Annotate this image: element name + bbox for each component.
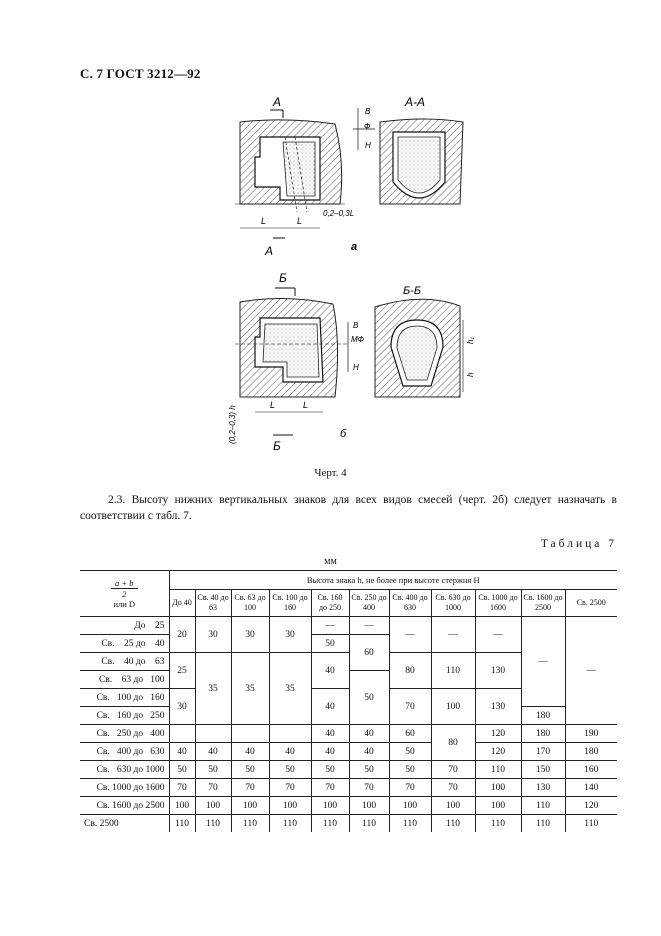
table-cell: 110	[169, 815, 195, 833]
corner-numerator: a + b	[111, 578, 138, 589]
table-cell: 30	[195, 617, 231, 653]
table-cell: 70	[431, 761, 475, 779]
table-cell: 50	[389, 761, 431, 779]
table-cell: 30	[169, 689, 195, 725]
column-header: Св. 400 до 630	[389, 590, 431, 617]
column-header: Св. 100 до 160	[269, 590, 311, 617]
table-cell: 130	[475, 689, 521, 725]
table-cell: 70	[389, 689, 431, 725]
table-cell: 20	[169, 617, 195, 653]
data-table	[80, 570, 617, 832]
table-cell	[231, 725, 269, 743]
table-cell: 50	[349, 671, 389, 725]
row-label: Св. 1600 до 2500	[80, 797, 169, 815]
column-header: Св. 63 до 100	[231, 590, 269, 617]
label-section-bb: Б-Б	[403, 285, 421, 297]
table-cell: 50	[269, 761, 311, 779]
corner-denominator: 2	[122, 589, 127, 599]
label-f-a: Ф	[364, 122, 371, 131]
column-header: Св. 160 до 250	[311, 590, 349, 617]
row-label: Св. 100 до 160	[80, 689, 169, 707]
label-section-a-top: А	[273, 95, 282, 109]
table-cell: 100	[475, 779, 521, 797]
table-cell: 50	[349, 761, 389, 779]
table-cell: 120	[565, 797, 617, 815]
row-label: Св. 40 до 63	[80, 653, 169, 671]
table-cell: 100	[169, 797, 195, 815]
table-cell: 130	[521, 779, 565, 797]
table-cell: 50	[195, 761, 231, 779]
corner-header	[80, 571, 169, 617]
label-section-aa: А-А	[405, 95, 426, 109]
table-cell: 40	[349, 743, 389, 761]
table-cell: 70	[169, 779, 195, 797]
table-row	[80, 779, 617, 797]
table-cell: 70	[389, 779, 431, 797]
label-dim-gap: 0,2–0,3L	[323, 209, 355, 218]
table-cell: —	[475, 617, 521, 653]
table-cell: 50	[169, 761, 195, 779]
label-dim-l-4: L	[303, 400, 309, 410]
table-cell: 110	[231, 815, 269, 833]
row-label: Св. 250 до 400	[80, 725, 169, 743]
table-cell: —	[389, 617, 431, 653]
label-dim-l-2: L	[297, 216, 303, 226]
table-cell: 40	[269, 743, 311, 761]
table-cell: 100	[311, 797, 349, 815]
table-cell: 60	[349, 635, 389, 671]
figure-caption: Черт. 4	[314, 467, 347, 479]
table-cell: 70	[311, 779, 349, 797]
table-cell: 180	[521, 707, 565, 725]
table-row	[80, 617, 617, 635]
table-cell: 110	[349, 815, 389, 833]
table-cell: 180	[565, 743, 617, 761]
table-cell: 100	[431, 797, 475, 815]
table-cell: 110	[565, 815, 617, 833]
label-dim-l-3: L	[270, 400, 276, 410]
table-cell: 50	[231, 761, 269, 779]
table-cell: 40	[311, 653, 349, 689]
table-title: Таблица 7	[540, 538, 617, 550]
table-row	[80, 743, 617, 761]
table-cell: 50	[389, 743, 431, 761]
table-cell: 120	[475, 725, 521, 743]
label-section-a-bottom: А	[265, 244, 274, 258]
body-paragraph: 2.3. Высоту нижних вертикальных знаков для всех видов смесей (черт. 2б) следует назначать в соответствии с табл. 7.	[80, 494, 617, 522]
table-cell: —	[521, 617, 565, 707]
table-cell: 25	[169, 653, 195, 689]
label-mf-b: МФ	[351, 335, 365, 344]
table-cell: 110	[311, 815, 349, 833]
table-cell: 40	[311, 725, 349, 743]
table-row	[80, 761, 617, 779]
table-cell: 100	[389, 797, 431, 815]
table-cell: 110	[475, 815, 521, 833]
table-row	[80, 815, 617, 833]
column-header: Св. 1000 до 1600	[475, 590, 521, 617]
row-label: Св. 630 до 1000	[80, 761, 169, 779]
main-header: Высота знака h, не более при высоте стержня H	[169, 571, 617, 590]
page-header: С. 7 ГОСТ 3212—92	[80, 66, 201, 81]
corner-suffix: или D	[113, 599, 136, 609]
label-section-b-top: Б	[279, 271, 287, 285]
column-header: Св. 40 до 63	[195, 590, 231, 617]
table-cell: 110	[389, 815, 431, 833]
table-cell: 100	[475, 797, 521, 815]
table-cell: 70	[431, 779, 475, 797]
label-h-a: Н	[365, 141, 371, 150]
column-header: До 40	[169, 590, 195, 617]
row-label: Св. 1000 до 1600	[80, 779, 169, 797]
row-label: Св. 25 до 40	[80, 635, 169, 653]
table-cell: 100	[269, 797, 311, 815]
table-cell: 40	[311, 743, 349, 761]
table-cell	[195, 725, 231, 743]
table-cell: 110	[431, 815, 475, 833]
table-cell: 50	[311, 761, 349, 779]
label-dim-l-1: L	[261, 216, 267, 226]
table-cell: 130	[475, 653, 521, 689]
table-cell: 110	[521, 815, 565, 833]
table-cell: —	[311, 617, 349, 635]
table-cell: 110	[475, 761, 521, 779]
row-label: Св. 63 до 100	[80, 671, 169, 689]
table-cell: 40	[169, 743, 195, 761]
drawing-b	[228, 271, 475, 453]
table-cell: 70	[349, 779, 389, 797]
table-cell: 60	[389, 725, 431, 743]
table-cell: 50	[311, 635, 349, 653]
table-header-row	[80, 571, 617, 590]
table-cell: 190	[565, 725, 617, 743]
table-cell: 100	[231, 797, 269, 815]
table-cell: 30	[269, 617, 311, 653]
table-cell: 30	[231, 617, 269, 653]
table-cell: —	[349, 617, 389, 635]
label-sub-b: б	[340, 428, 347, 440]
table-cell: 110	[431, 653, 475, 689]
column-header: Св. 250 до 400	[349, 590, 389, 617]
label-b-b: В	[353, 321, 359, 330]
row-label: Св. 160 до 250	[80, 707, 169, 725]
table-cell: 35	[269, 653, 311, 725]
table-cell: —	[431, 617, 475, 653]
table-cell	[269, 725, 311, 743]
column-header: Св. 1600 до 2500	[521, 590, 565, 617]
table-cell: —	[565, 617, 617, 725]
table-cell: 170	[521, 743, 565, 761]
technical-drawing	[225, 92, 485, 462]
table-cell: 180	[521, 725, 565, 743]
table-cell	[169, 725, 195, 743]
label-dim-b-gap: (0,2–0,3) h	[228, 405, 237, 444]
column-header: Св. 2500	[565, 590, 617, 617]
table-cell: 80	[431, 725, 475, 761]
drawing-a	[235, 95, 463, 258]
table-row	[80, 725, 617, 743]
table-cell: 70	[195, 779, 231, 797]
row-label: Св. 2500	[80, 815, 169, 833]
table-cell: 110	[269, 815, 311, 833]
table-cell: 40	[195, 743, 231, 761]
table-cell: 120	[475, 743, 521, 761]
label-h-b: Н	[353, 363, 359, 372]
table-row	[80, 797, 617, 815]
table-cell: 100	[349, 797, 389, 815]
table-cell: 40	[349, 725, 389, 743]
label-dim-h1: h₁	[466, 337, 475, 344]
row-label: До 25	[80, 617, 169, 635]
table-cell: 70	[231, 779, 269, 797]
label-sub-a: а	[351, 241, 358, 253]
table-cell: 100	[195, 797, 231, 815]
label-dim-h: h	[466, 372, 475, 377]
label-b-a: В	[365, 107, 371, 116]
column-header: Св. 630 до 1000	[431, 590, 475, 617]
table-cell: 80	[389, 653, 431, 689]
table-cell: 40	[311, 689, 349, 725]
table-cell: 160	[565, 761, 617, 779]
table-cell: 35	[231, 653, 269, 725]
table-units: мм	[324, 556, 337, 567]
table-cell: 35	[195, 653, 231, 725]
corner-fraction	[111, 578, 138, 599]
table-cell: 70	[269, 779, 311, 797]
table-cell: 110	[521, 797, 565, 815]
table-cell: 110	[195, 815, 231, 833]
label-section-b-bottom: Б	[273, 439, 281, 453]
table-cell: 40	[231, 743, 269, 761]
table-cell: 140	[565, 779, 617, 797]
table-cell: 150	[521, 761, 565, 779]
row-label: Св. 400 до 630	[80, 743, 169, 761]
table-cell: 100	[431, 689, 475, 725]
